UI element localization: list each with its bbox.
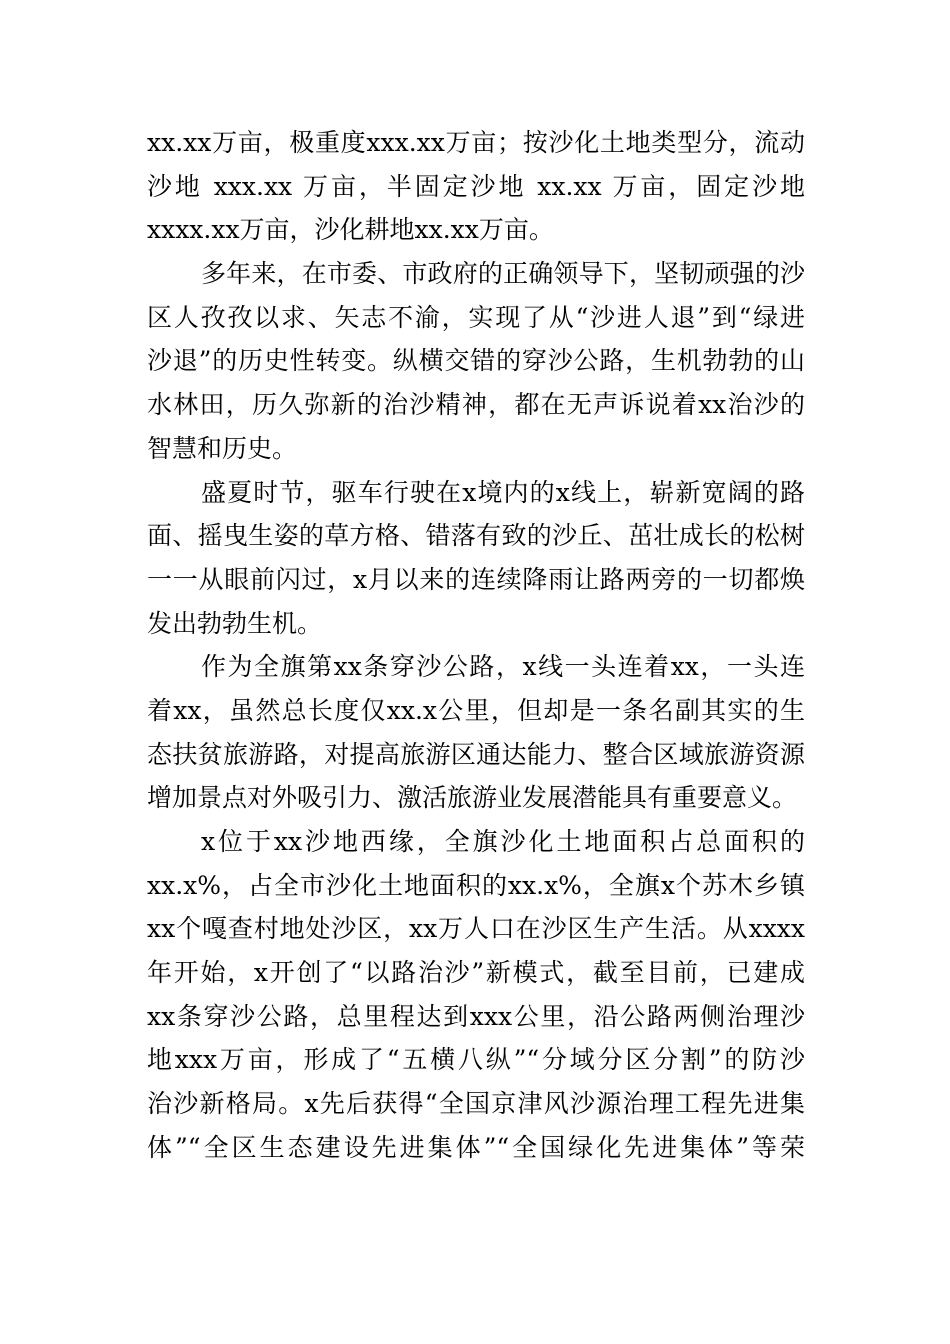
text-line: 体”“全区生态建设先进集体”“全国绿化先进集体”等荣 (147, 1132, 805, 1162)
text-line: 态扶贫旅游路，对提高旅游区通达能力、整合区域旅游资源 (147, 739, 805, 769)
paragraph (147, 121, 805, 252)
text-line: 地xxx万亩，形成了“五横八纵”“分域分区分割”的防沙 (147, 1045, 805, 1075)
text-line: 盛夏时节，驱车行驶在x境内的x线上，崭新宽阔的路 (201, 477, 805, 507)
text-line: 增加景点对外吸引力、激活旅游业发展潜能具有重要意义。 (147, 783, 798, 813)
text-line: 治沙新格局。x先后获得“全国京津风沙源治理工程先进集 (147, 1089, 805, 1119)
text-line: 沙地 xxx.xx 万亩，半固定沙地 xx.xx 万亩，固定沙地 (147, 171, 805, 201)
text-line: 沙退”的历史性转变。纵横交错的穿沙公路，生机勃勃的山 (147, 346, 805, 376)
text-line: 区人孜孜以求、矢志不渝，实现了从“沙进人退”到“绿进 (147, 302, 805, 332)
text-line: 水林田，历久弥新的治沙精神，都在无声诉说着xx治沙的 (147, 390, 805, 420)
paragraph (147, 471, 805, 646)
text-line: 发出勃勃生机。 (147, 608, 323, 638)
text-line: xx.xx万亩，极重度xxx.xx万亩；按沙化土地类型分，流动 (147, 128, 805, 157)
text-line: 年开始，x开创了“以路治沙”新模式，截至目前，已建成 (147, 958, 805, 988)
text-line: 作为全旗第xx条穿沙公路，x线一头连着xx，一头连 (201, 652, 805, 682)
text-line: 智慧和历史。 (147, 433, 298, 463)
text-line: xx.x%，占全市沙化土地面积的xx.x%，全旗x个苏木乡镇 (147, 870, 805, 900)
text-line: xx个嘎查村地处沙区，xx万人口在沙区生产生活。从xxxx (147, 914, 805, 944)
paragraph (147, 820, 805, 1170)
paragraph (147, 252, 805, 470)
document-page (147, 121, 805, 1170)
text-line: x位于xx沙地西缘，全旗沙化土地面积占总面积的 (201, 827, 805, 856)
paragraph (147, 645, 805, 820)
text-line: 着xx，虽然总长度仅xx.x公里，但却是一条名副其实的生 (147, 695, 805, 725)
text-line: xxxx.xx万亩，沙化耕地xx.xx万亩。 (147, 215, 554, 245)
text-line: xx条穿沙公路，总里程达到xxx公里，沿公路两侧治理沙 (147, 1001, 805, 1031)
text-line: 多年来，在市委、市政府的正确领导下，坚韧顽强的沙 (201, 259, 805, 289)
text-line: 面、摇曳生姿的草方格、错落有致的沙丘、茁壮成长的松树 (147, 521, 805, 551)
text-line: 一一从眼前闪过，x月以来的连续降雨让路两旁的一切都焕 (147, 564, 805, 594)
